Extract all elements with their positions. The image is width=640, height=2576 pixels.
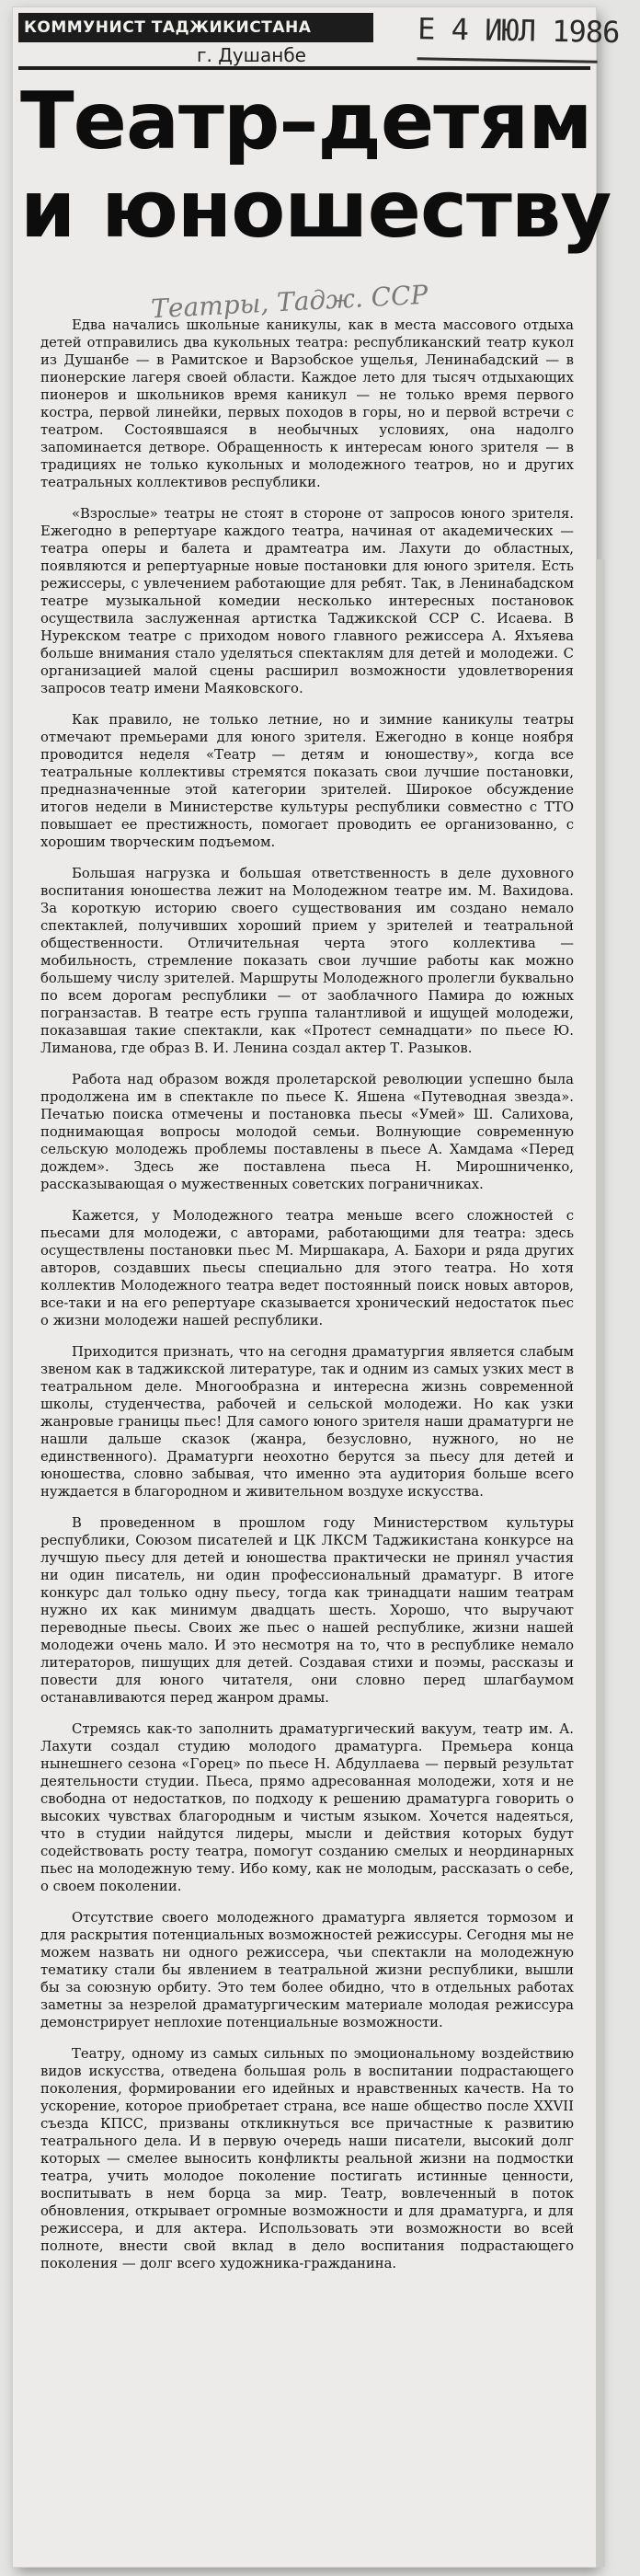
newspaper-clipping: [13, 7, 620, 2567]
paragraph: «Взрослые» театры не стоят в стороне от запросов юного зрителя. Ежегодно в репертуаре каждого театра, начиная от академических — театра оперы и балета и драмтеатра им. Лахути до областных, появляются и репертуарные новые постановки для юного зрителя. Есть режиссеры, с увлечением работающие для ребят. Так, в Ленинабадском театре музыкальной комедии несколько интересных постановок осуществила заслуженная артистка Таджикской ССР С. Исаева. В Нурекском театре с приходом нового главного режиссера А. Яхъяева больше внимания стало уделяться спектаклям для детей и молодежи. С организацией малой сцены расширил возможности удовлетворения запросов театр имени Маяковского.: [40, 506, 574, 696]
handwritten-note: Театры, Тадж. ССР: [150, 279, 429, 325]
paragraph: Приходится признать, что на сегодня драматургия является слабым звеном как в таджикской литературе, так и одним из самых узких мест в театральном деле. Многообразна и интересна жизнь современной школы, студенчества, рабочей и сельской молодежи. Но как узки жанровые границы пьес! Для самого юного зрителя наши драматурги не нашли дальше сказок (жанра, безусловно, нужного, но не единственного). Драматурги неохотно берутся за пьесу для детей и юношества, словно забывая, что именно эта аудитория больше всего нуждается в благородном и живительном воздухе искусства.: [40, 1344, 574, 1500]
paragraph: Кажется, у Молодежного театра меньше всего сложностей с пьесами для молодежи, с авторами, работающими для театра: здесь осуществлены постановки пьес М. Миршакара, А. Бахори и ряда других авторов, создавших пьесы специально для этого театра. Но хотя коллектив Молодежного театра ведет постоянный поиск новых авторов, все-таки и на его репертуаре сказывается хронический недостаток пьес о жизни молодежи нашей республики.: [40, 1208, 574, 1328]
paragraph: Едва начались школьные каникулы, как в места массового отдыха детей отправились два кукольных театра: республиканский театр кукол из Душанбе — в Рамитское и Варзобское ущелья, Ленинабадский — в пионерские лагеря своей области. Каждое лето для тысяч отдыхающих пионеров и школьников время каникул — не только время первого костра, первой линейки, первых походов в горы, но и первой встречи с театром. Состоявшаяся в необычных условиях, она надолго запоминается детворе. Обращенность к интересам юного зрителя — в традициях не только кукольных и молодежного театров, но и других театральных коллективов республики.: [40, 317, 574, 490]
paragraph: Как правило, не только летние, но и зимние каникулы театры отмечают премьерами для юного зрителя. Ежегодно в конце ноября проводится неделя «Театр — детям и юношеству», когда все театральные коллективы стремятся показать свои лучшие постановки, предназначенные этой категории зрителей. Широкое обсуждение итогов недели в Министерстве культуры республики совместно с ТТО повышает ее престижность, помогает проводить ее организованно, с хорошим творческим подъемом.: [40, 712, 574, 850]
paragraph: Большая нагрузка и большая ответственность в деле духовного воспитания юношества лежит на Молодежном театре им. М. Вахидова. За короткую историю своего существования им создано немало спектаклей, получивших хороший прием у зрителей и театральной общественности. Отличительная черта этого коллектива — мобильность, стремление показать свои лучшие работы как можно большему числу зрителей. Маршруты Молодежного пролегли буквально по всем дорогам республики — от заоблачного Памира до южных погранзастав. В театре есть группа талантливой и ищущей молодежи, показавшая такие спектакли, как «Протест семнадцати» по пьесе Ю. Лиманова, где образ В. И. Ленина создал актер Т. Разыков.: [40, 866, 574, 1056]
paragraph: Стремясь как-то заполнить драматургический вакуум, театр им. А. Лахути создал студию молодого драматурга. Премьера конца нынешнего сезона «Горец» по пьесе Н. Абдуллаева — первый результат деятельности студии. Пьеса, прямо адресованная молодежи, хотя и не свободна от недостатков, по подходу к решению драматурга говорить о высоких чувствах благородным и чистым языком. Хочется надеяться, что в студии найдутся лидеры, мысли и действия которых будут содействовать росту театра, помогут созданию смелых и неординарных пьес на молодежную тему. Ибо кому, как не молодым, рассказать о себе, о своем поколении.: [40, 1721, 574, 1894]
headline-line-1: Театр–детям: [20, 75, 592, 167]
newspaper-masthead: КОММУНИСТ ТАДЖИКИСТАНА: [18, 13, 373, 42]
date-stamp: Е 4 ИЮЛ 1986: [417, 11, 599, 63]
paragraph: Театру, одному из самых сильных по эмоциональному воздействию видов искусства, отведена большая роль в воспитании подрастающего поколения, формировании его идейных и нравственных качеств. На то ускорение, которое приобретает страна, все наше общество после XXVII съезда КПСС, призваны откликнуться все причастные к развитию театрального дела. И в первую очередь наши писатели, высокий долг которых — смелее выносить конфликты реальной жизни на подмостки театра, учить молодое поколение постигать истинные ценности, воспитывать в нем борца за мир. Театр, вовлеченный в поток обновления, открывает огромные возможности и для драматурга, и для режиссера, и для актера. Использовать эти возможности во всей полноте, внести свой вклад в дело воспитания подрастающего поколения — долг всего художника-гражданина.: [40, 2046, 574, 2271]
headline-line-2: и юношеству: [20, 164, 611, 256]
article-body: [40, 316, 574, 2561]
dateline-city: г. Душанбе: [197, 44, 306, 66]
header-rule: [18, 66, 590, 70]
article-headline: [20, 75, 611, 256]
paragraph: Отсутствие своего молодежного драматурга является тормозом и для раскрытия потенциальных возможностей режиссуры. Сегодня мы не можем назвать ни одного режиссера, чьи спектакли на молодежную тематику стали бы явлением в театральной жизни республики, вышли бы за союзную орбиту. Это тем более обидно, что в отдельных работах заметны за незрелой драматургическим материале молодая режиссура демонстрирует неплохие потенциальные возможности.: [40, 1910, 574, 2030]
paragraph: В проведенном в прошлом году Министерством культуры республики, Союзом писателей и ЦК ЛКСМ Таджикистана конкурсе на лучшую пьесу для детей и юношества практически не принял участия ни один писатель, ни один профессиональный драматург. В итоге конкурс дал только одну пьесу, тогда как тринадцати нашим театрам нужно их как минимум двадцать шесть. Хорошо, что выручают переводные пьесы. Своих же пьес о нашей республике, жизни нашей молодежи очень мало. И это несмотря на то, что в республике немало литераторов, пишущих для детей. Создавая стихи и поэмы, рассказы и повести для юного читателя, они словно перед шлагбаумом останавливаются перед жанром драмы.: [40, 1515, 574, 1706]
paragraph: Работа над образом вождя пролетарской революции успешно была продолжена им в спектакле по пьесе К. Яшена «Путеводная звезда». Печатью поиска отмечены и постановка пьесы «Умей» Ш. Салихова, поднимающая вопросы молодой семьи. Волнующие современную сельскую молодежь проблемы поставлены в пьесе А. Хамдама «Перед дождем». Здесь же поставлена пьеса Н. Мирошниченко, рассказывающая о мужественных советских пограничниках.: [40, 1072, 574, 1192]
